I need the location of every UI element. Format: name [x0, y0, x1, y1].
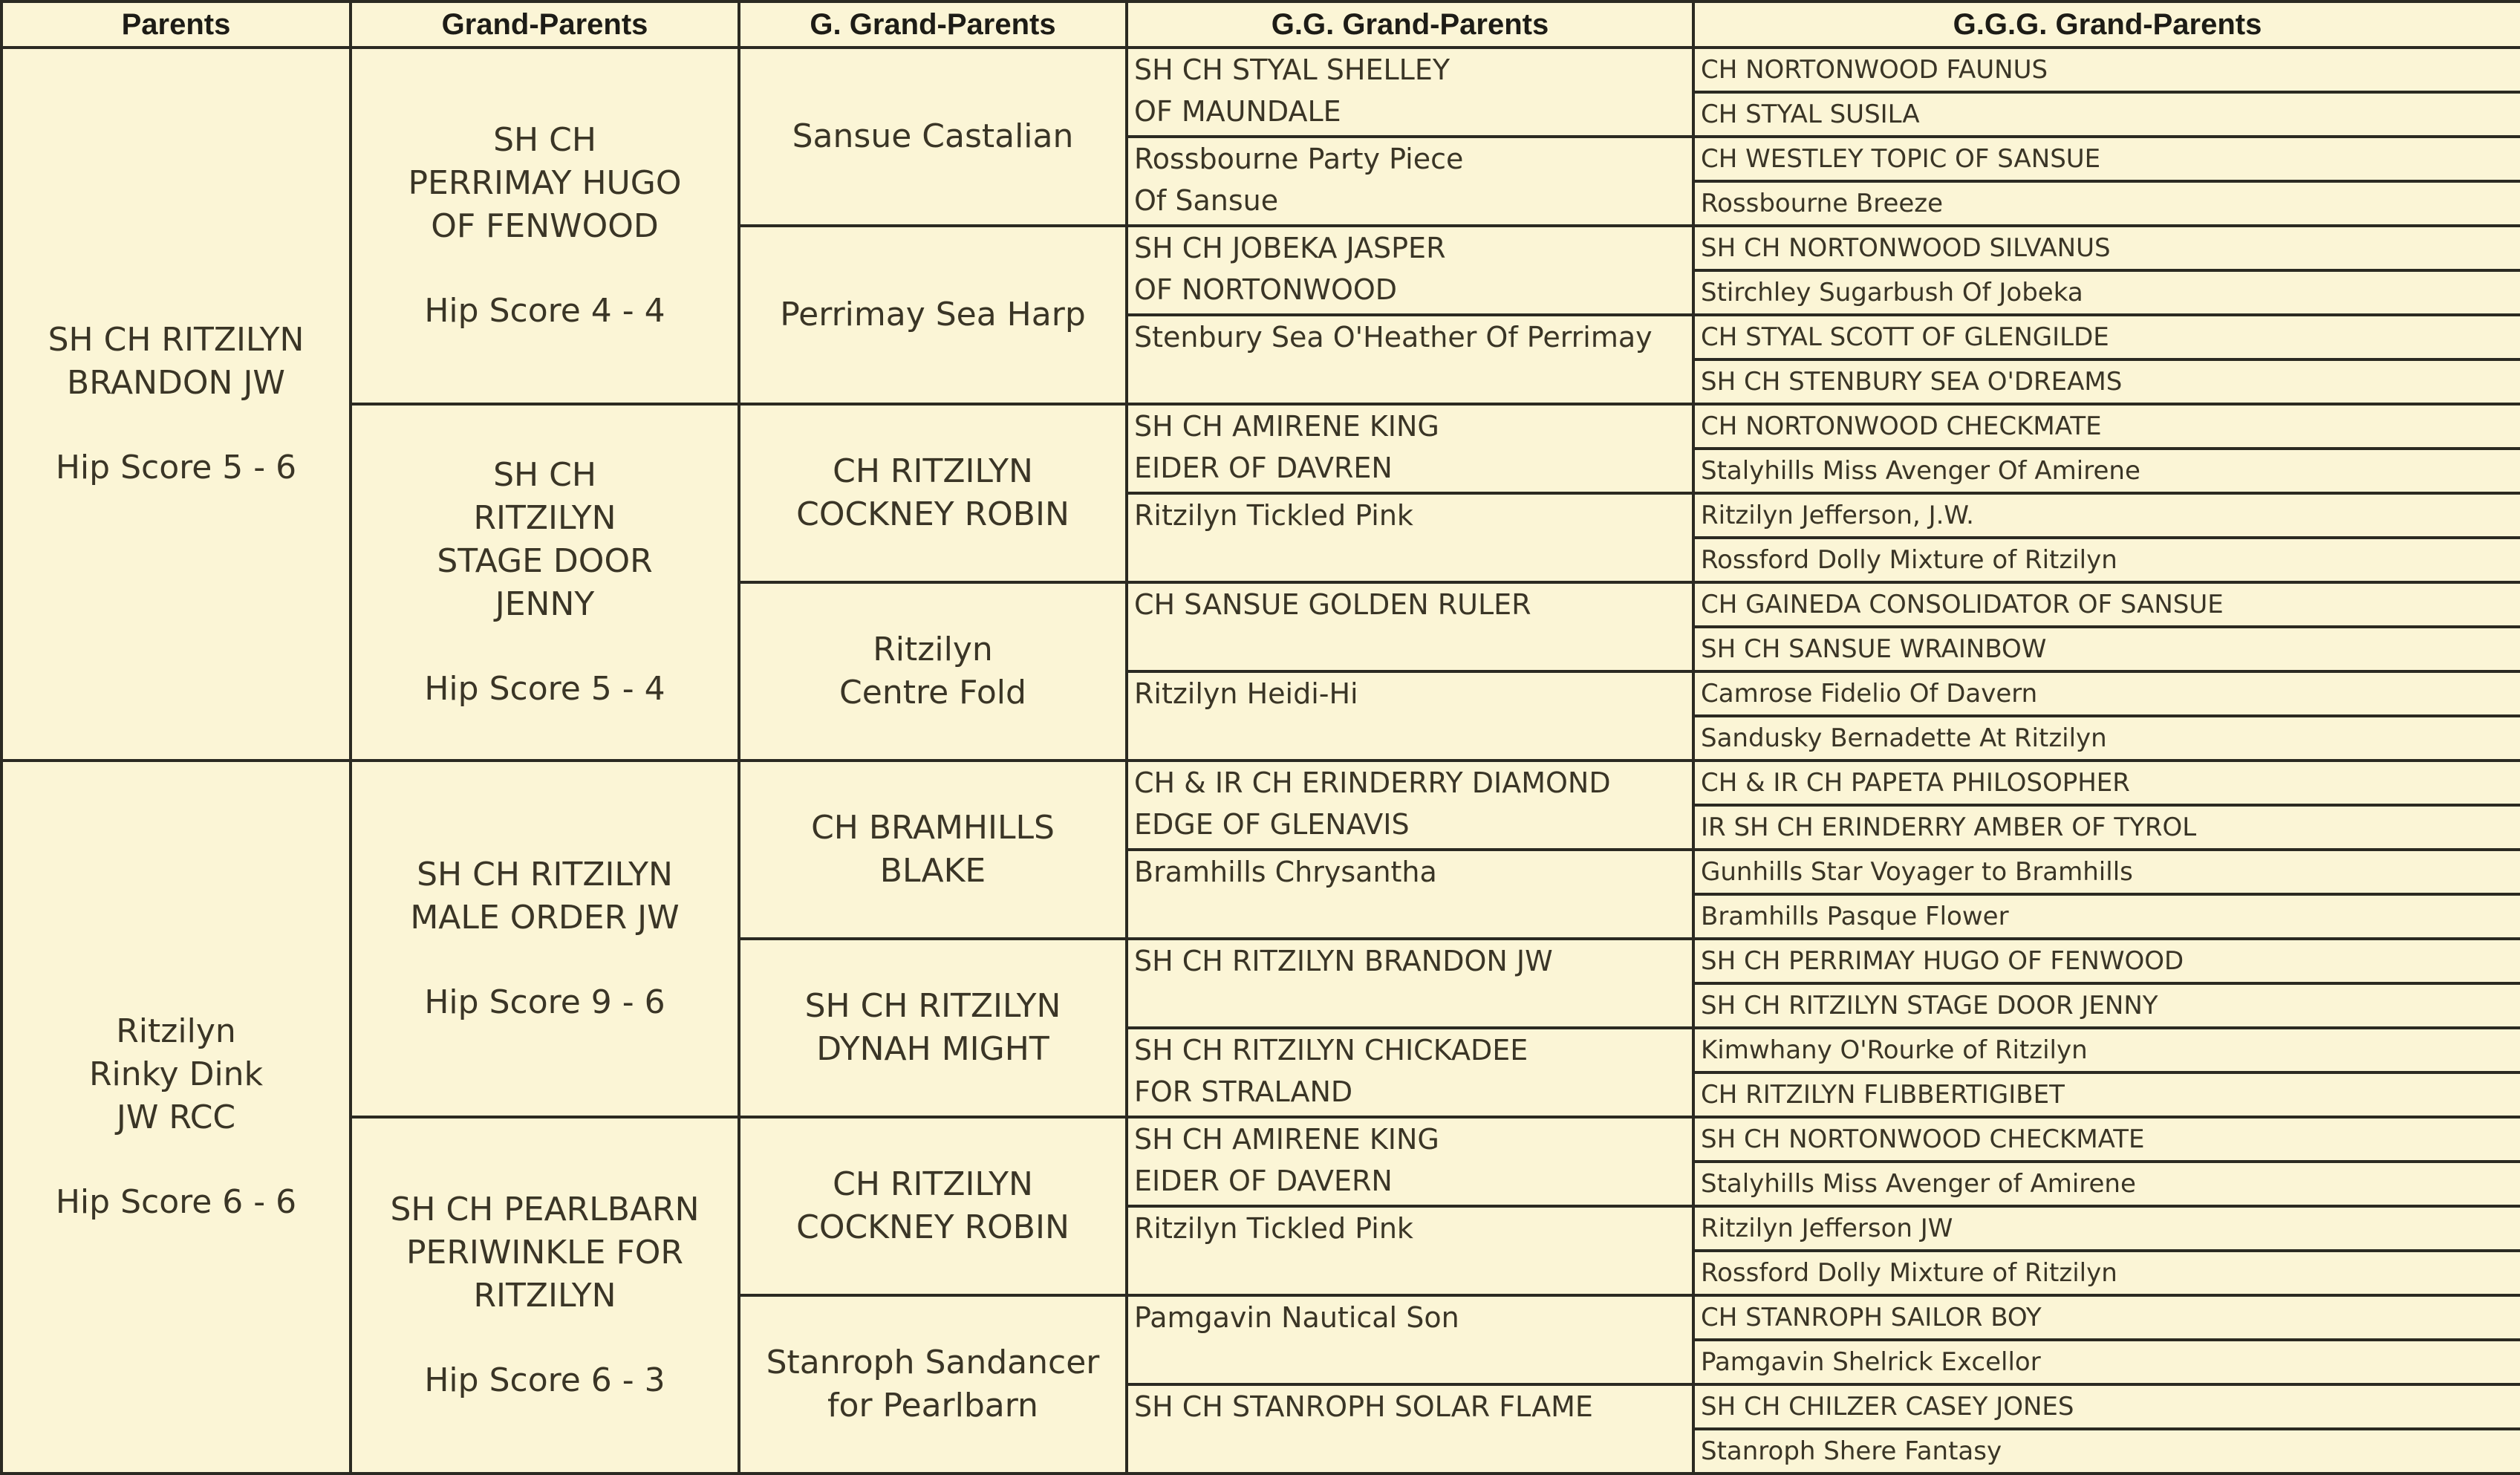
- ggg-grandparent-cell: Camrose Fidelio Of Davern: [1693, 671, 2520, 716]
- grandparent-cell: [351, 404, 739, 761]
- parent-cell: [1, 761, 351, 1474]
- ggg-grandparent-cell: CH NORTONWOOD CHECKMATE: [1693, 404, 2520, 449]
- ggg-grandparent-cell: Ritzilyn Jefferson, J.W.: [1693, 493, 2520, 538]
- ggg-grandparent-cell: SH CH NORTONWOOD CHECKMATE: [1693, 1117, 2520, 1162]
- gg-grandparent-cell: SH CH AMIRENE KING EIDER OF DAVERN: [1127, 1117, 1693, 1206]
- grandparent-hip-score: Hip Score 5 - 4: [424, 670, 665, 708]
- grandparent-cell: [351, 761, 739, 1117]
- ggg-grandparent-cell: Stirchley Sugarbush Of Jobeka: [1693, 270, 2520, 315]
- g-grandparent-cell: [739, 48, 1127, 226]
- g-grandparent-name: Sansue Castalian: [792, 117, 1074, 155]
- g-grandparent-name: CH RITZILYN COCKNEY ROBIN: [796, 452, 1069, 533]
- ggg-grandparent-cell: CH NORTONWOOD FAUNUS: [1693, 48, 2520, 92]
- ggg-grandparent-cell: Rossford Dolly Mixture of Ritzilyn: [1693, 1251, 2520, 1295]
- parent-hip-score: Hip Score 5 - 6: [55, 449, 297, 486]
- ggg-grandparent-cell: SH CH CHILZER CASEY JONES: [1693, 1384, 2520, 1429]
- parent-hip-score: Hip Score 6 - 6: [55, 1183, 297, 1221]
- gg-grandparent-cell: Pamgavin Nautical Son: [1127, 1295, 1693, 1384]
- gg-grandparent-cell: CH & IR CH ERINDERRY DIAMOND EDGE OF GLENAVIS: [1127, 761, 1693, 850]
- gg-grandparent-cell: SH CH RITZILYN CHICKADEE FOR STRALAND: [1127, 1028, 1693, 1117]
- ggg-grandparent-cell: Kimwhany O'Rourke of Ritzilyn: [1693, 1028, 2520, 1072]
- ggg-grandparent-cell: SH CH PERRIMAY HUGO OF FENWOOD: [1693, 939, 2520, 983]
- g-grandparent-name: Perrimay Sea Harp: [780, 296, 1086, 333]
- ggg-grandparent-cell: CH STANROPH SAILOR BOY: [1693, 1295, 2520, 1340]
- ggg-grandparent-cell: Ritzilyn Jefferson JW: [1693, 1206, 2520, 1251]
- ggg-grandparent-cell: Rossbourne Breeze: [1693, 181, 2520, 226]
- header-parents: Parents: [1, 1, 351, 48]
- g-grandparent-cell: [739, 1117, 1127, 1295]
- gg-grandparent-cell: Bramhills Chrysantha: [1127, 850, 1693, 939]
- g-grandparent-cell: [739, 404, 1127, 582]
- parent-name: SH CH RITZILYN BRANDON JW: [48, 321, 305, 402]
- g-grandparent-cell: [739, 761, 1127, 939]
- pedigree-row: [1, 761, 2520, 805]
- ggg-grandparent-cell: SH CH SANSUE WRAINBOW: [1693, 627, 2520, 671]
- grandparent-name: SH CH PERRIMAY HUGO OF FENWOOD: [408, 121, 682, 245]
- gg-grandparent-cell: SH CH AMIRENE KING EIDER OF DAVREN: [1127, 404, 1693, 493]
- ggg-grandparent-cell: CH STYAL SCOTT OF GLENGILDE: [1693, 315, 2520, 359]
- header-ggg-grandparents: G.G.G. Grand-Parents: [1693, 1, 2520, 48]
- pedigree-row: [1, 404, 2520, 449]
- ggg-grandparent-cell: IR SH CH ERINDERRY AMBER OF TYROL: [1693, 805, 2520, 850]
- g-grandparent-cell: [739, 582, 1127, 761]
- ggg-grandparent-cell: Stalyhills Miss Avenger of Amirene: [1693, 1162, 2520, 1206]
- gg-grandparent-cell: Stenbury Sea O'Heather Of Perrimay: [1127, 315, 1693, 404]
- ggg-grandparent-cell: CH & IR CH PAPETA PHILOSOPHER: [1693, 761, 2520, 805]
- gg-grandparent-cell: SH CH STANROPH SOLAR FLAME: [1127, 1384, 1693, 1474]
- header-row: [1, 1, 2520, 48]
- g-grandparent-cell: [739, 226, 1127, 404]
- gg-grandparent-cell: Ritzilyn Tickled Pink: [1127, 493, 1693, 582]
- grandparent-cell: [351, 1117, 739, 1474]
- ggg-grandparent-cell: CH STYAL SUSILA: [1693, 92, 2520, 137]
- ggg-grandparent-cell: Bramhills Pasque Flower: [1693, 894, 2520, 939]
- ggg-grandparent-cell: Gunhills Star Voyager to Bramhills: [1693, 850, 2520, 894]
- pedigree-row: [1, 1117, 2520, 1162]
- gg-grandparent-cell: Ritzilyn Tickled Pink: [1127, 1206, 1693, 1295]
- header-grandparents: Grand-Parents: [351, 1, 739, 48]
- ggg-grandparent-cell: CH WESTLEY TOPIC OF SANSUE: [1693, 137, 2520, 181]
- header-gg-grandparents: G.G. Grand-Parents: [1127, 1, 1693, 48]
- pedigree-body: [1, 48, 2520, 1474]
- g-grandparent-name: Stanroph Sandancer for Pearlbarn: [766, 1344, 1100, 1424]
- ggg-grandparent-cell: Pamgavin Shelrick Excellor: [1693, 1340, 2520, 1384]
- ggg-grandparent-cell: SH CH STENBURY SEA O'DREAMS: [1693, 359, 2520, 404]
- gg-grandparent-cell: SH CH JOBEKA JASPER OF NORTONWOOD: [1127, 226, 1693, 315]
- g-grandparent-cell: [739, 1295, 1127, 1474]
- parent-name: Ritzilyn Rinky Dink JW RCC: [88, 1012, 264, 1136]
- ggg-grandparent-cell: Sandusky Bernadette At Ritzilyn: [1693, 716, 2520, 761]
- g-grandparent-name: CH BRAMHILLS BLAKE: [811, 809, 1055, 890]
- parent-cell: [1, 48, 351, 761]
- g-grandparent-cell: [739, 939, 1127, 1117]
- pedigree-row: [1, 48, 2520, 92]
- grandparent-hip-score: Hip Score 6 - 3: [424, 1361, 665, 1399]
- gg-grandparent-cell: Ritzilyn Heidi-Hi: [1127, 671, 1693, 761]
- ggg-grandparent-cell: CH RITZILYN FLIBBERTIGIBET: [1693, 1072, 2520, 1117]
- gg-grandparent-cell: CH SANSUE GOLDEN RULER: [1127, 582, 1693, 671]
- ggg-grandparent-cell: CH GAINEDA CONSOLIDATOR OF SANSUE: [1693, 582, 2520, 627]
- g-grandparent-name: Ritzilyn Centre Fold: [839, 631, 1026, 712]
- ggg-grandparent-cell: SH CH RITZILYN STAGE DOOR JENNY: [1693, 983, 2520, 1028]
- g-grandparent-name: SH CH RITZILYN DYNAH MIGHT: [804, 987, 1061, 1068]
- ggg-grandparent-cell: Stalyhills Miss Avenger Of Amirene: [1693, 449, 2520, 493]
- gg-grandparent-cell: Rossbourne Party Piece Of Sansue: [1127, 137, 1693, 226]
- grandparent-hip-score: Hip Score 9 - 6: [424, 983, 665, 1021]
- grandparent-name: SH CH RITZILYN MALE ORDER JW: [410, 856, 680, 937]
- header-g-grandparents: G. Grand-Parents: [739, 1, 1127, 48]
- ggg-grandparent-cell: SH CH NORTONWOOD SILVANUS: [1693, 226, 2520, 270]
- ggg-grandparent-cell: Rossford Dolly Mixture of Ritzilyn: [1693, 538, 2520, 582]
- grandparent-name: SH CH RITZILYN STAGE DOOR JENNY: [437, 456, 653, 623]
- grandparent-hip-score: Hip Score 4 - 4: [424, 292, 665, 330]
- grandparent-name: SH CH PEARLBARN PERIWINKLE FOR RITZILYN: [390, 1191, 700, 1315]
- g-grandparent-name: CH RITZILYN COCKNEY ROBIN: [796, 1165, 1069, 1246]
- ggg-grandparent-cell: Stanroph Shere Fantasy: [1693, 1429, 2520, 1474]
- gg-grandparent-cell: SH CH STYAL SHELLEY OF MAUNDALE: [1127, 48, 1693, 137]
- grandparent-cell: [351, 48, 739, 404]
- gg-grandparent-cell: SH CH RITZILYN BRANDON JW: [1127, 939, 1693, 1028]
